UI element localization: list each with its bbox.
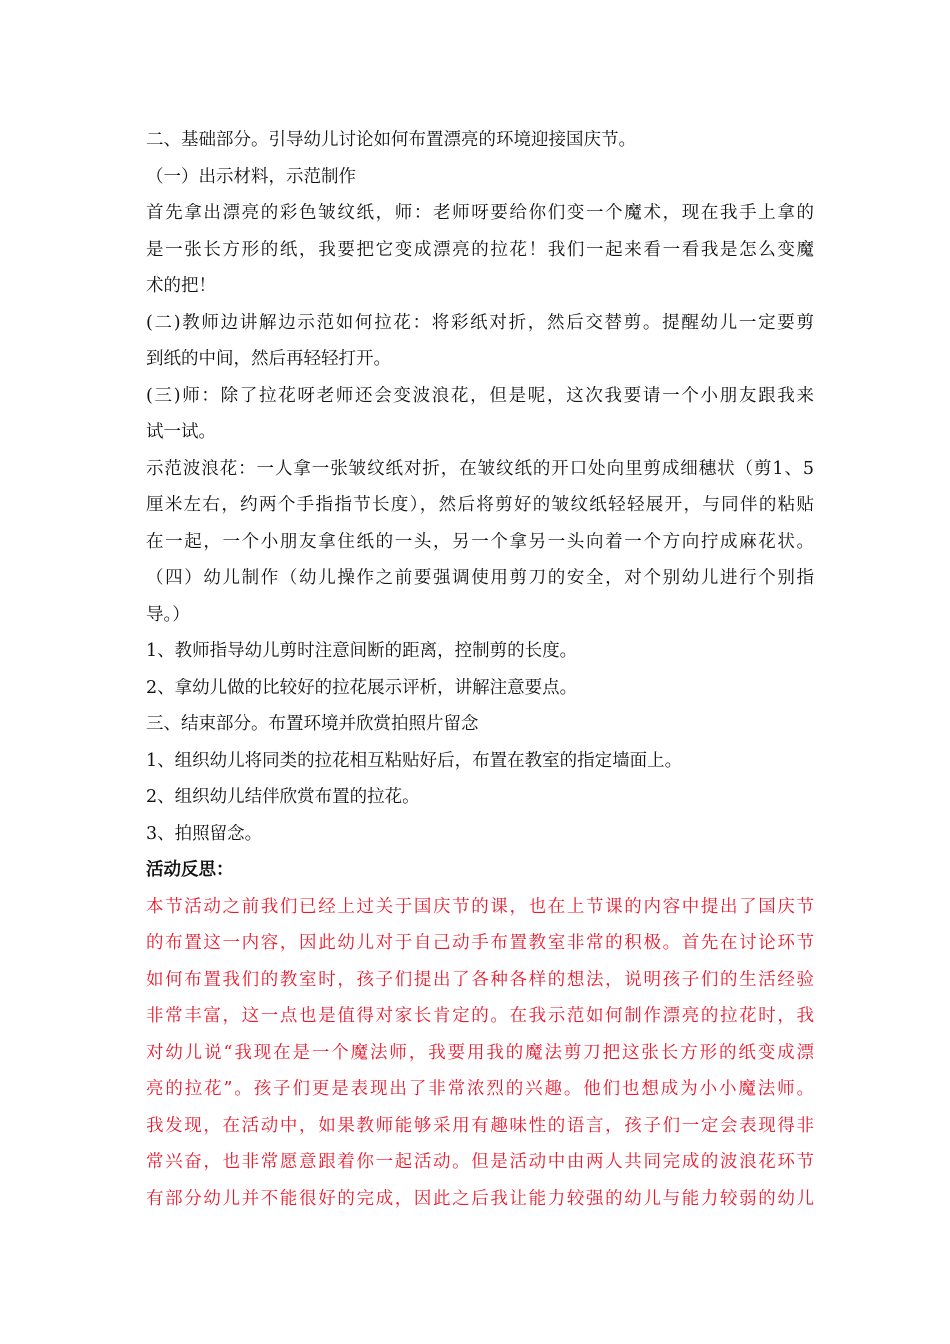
text-line: 首先拿出漂亮的彩色皱纹纸，师：老师呀要给你们变一个魔术，现在我手上拿的: [146, 203, 814, 223]
text-line: 导。）: [146, 604, 190, 625]
document-body: [146, 122, 814, 1217]
reflection-line: 我发现，在活动中，如果教师能够采用有趣味性的语言，孩子们一定会表现得非: [146, 1115, 814, 1136]
reflection-line: 的布置这一内容，因此幼儿对于自己动手布置教室非常的积极。首先在讨论环节: [146, 933, 814, 953]
text-line: 1、教师指导幼儿剪时注意间断的距离，控制剪的长度。: [146, 641, 578, 661]
text-line: 术的把！: [146, 276, 216, 296]
section-heading: 活动反思：: [146, 860, 234, 880]
reflection-line: 非常丰富，这一点也是值得对家长肯定的。在我示范如何制作漂亮的拉花时，我: [146, 1006, 814, 1026]
reflection-line: 亮的拉花”。孩子们更是表现出了非常浓烈的兴趣。他们也想成为小小魔法师。: [146, 1079, 814, 1099]
reflection-line: 有部分幼儿并不能很好的完成，因此之后我让能力较强的幼儿与能力较弱的幼儿: [146, 1188, 814, 1209]
text-line: (三)师：除了拉花呀老师还会变波浪花，但是呢，这次我要请一个小朋友跟我来: [146, 385, 814, 406]
text-line: 1、组织幼儿将同类的拉花相互粘贴好后，布置在教室的指定墙面上。: [146, 750, 683, 771]
text-line: （四）幼儿制作（幼儿操作之前要强调使用剪刀的安全，对个别幼儿进行个别指: [146, 568, 814, 588]
text-line: （一）出示材料，示范制作: [146, 166, 356, 187]
reflection-line: 本节活动之前我们已经上过关于国庆节的课，也在上节课的内容中提出了国庆节: [146, 896, 814, 917]
text-line: 示范波浪花：一人拿一张皱纹纸对折，在皱纹纸的开口处向里剪成细穗状（剪1、5: [146, 458, 814, 479]
reflection-line: 常兴奋，也非常愿意跟着你一起活动。但是活动中由两人共同完成的波浪花环节: [146, 1152, 814, 1172]
text-line: (二)教师边讲解边示范如何拉花：将彩纸对折，然后交替剪。提醒幼儿一定要剪: [146, 312, 814, 333]
reflection-line: 如何布置我们的教室时，孩子们提出了各种各样的想法，说明孩子们的生活经验: [146, 969, 814, 990]
text-line: 2、组织幼儿结伴欣赏布置的拉花。: [146, 787, 420, 807]
text-line: 是一张长方形的纸，我要把它变成漂亮的拉花！我们一起来看一看我是怎么变魔: [146, 239, 814, 260]
text-line: 试一试。: [146, 422, 216, 442]
text-line: 到纸的中间，然后再轻轻打开。: [146, 349, 391, 369]
text-line: 2、拿幼儿做的比较好的拉花展示评析，讲解注意要点。: [146, 677, 578, 698]
reflection-line: 对幼儿说“我现在是一个魔法师，我要用我的魔法剪刀把这张长方形的纸变成漂: [146, 1042, 814, 1063]
text-line: 在一起，一个小朋友拿住纸的一头，另一个拿另一头向着一个方向拧成麻花状。: [146, 531, 814, 552]
text-line: 厘米左右，约两个手指指节长度），然后将剪好的皱纹纸轻轻展开，与同伴的粘贴: [146, 495, 814, 515]
text-line: 3、拍照留念。: [146, 823, 263, 844]
text-line: 二、基础部分。引导幼儿讨论如何布置漂亮的环境迎接国庆节。: [146, 130, 636, 150]
text-line: 三、结束部分。布置环境并欣赏拍照片留念: [146, 714, 479, 734]
